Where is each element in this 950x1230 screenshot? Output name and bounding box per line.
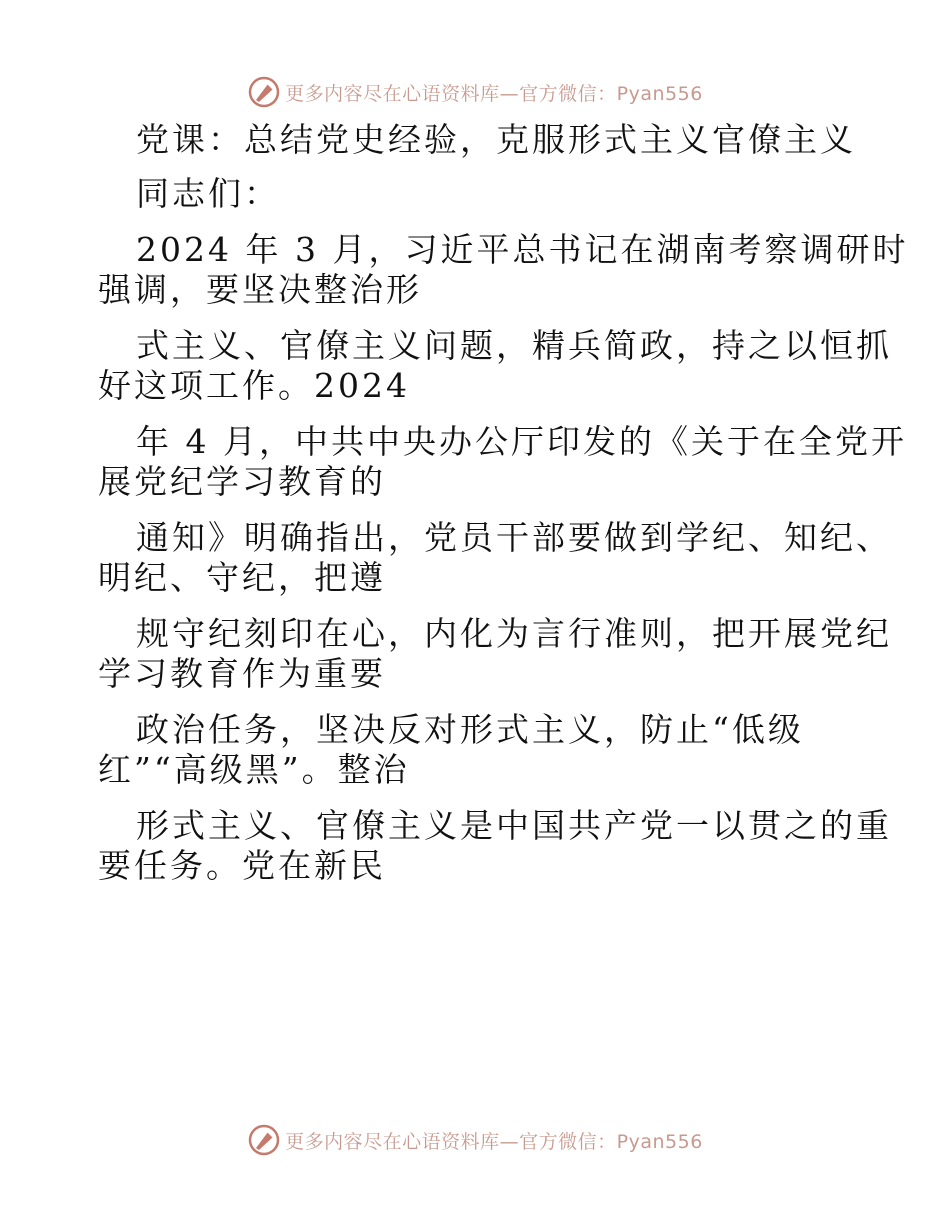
paragraph-line: 要任务。党在新民: [98, 846, 386, 885]
paragraph-line: 形式主义、官僚主义是中国共产党一以贯之的重: [136, 806, 892, 845]
footer-watermark: [0, 1120, 950, 1160]
paragraph-line: 红”“高级黑”。整治: [98, 750, 410, 789]
pen-nib-logo-icon: [247, 1123, 281, 1157]
paragraph-line: 政治任务，坚决反对形式主义，防止“低级: [136, 710, 804, 749]
paragraph-line: 强调，要坚决整治形: [98, 270, 422, 309]
paragraph-line: 规守纪刻印在心，内化为言行准则，把开展党纪: [136, 614, 892, 653]
watermark-text: 更多内容尽在心语资料库—官方微信：Pyan556: [285, 1130, 703, 1153]
paragraph-line: 学习教育作为重要: [98, 654, 386, 693]
document-page: [98, 120, 909, 886]
header-watermark: [0, 72, 950, 112]
document-title: 党课：总结党史经验，克服形式主义官僚主义: [136, 120, 856, 159]
salutation: 同志们：: [136, 174, 280, 213]
watermark-text: 更多内容尽在心语资料库—官方微信：Pyan556: [285, 82, 703, 105]
paragraph-line: 通知》明确指出，党员干部要做到学纪、知纪、: [136, 518, 892, 557]
paragraph-line: 好这项工作。2024: [98, 366, 410, 405]
paragraph-line: 年 4 月，中共中央办公厅印发的《关于在全党开: [136, 422, 907, 461]
paragraph-line: 2024 年 3 月，习近平总书记在湖南考察调研时: [136, 230, 909, 269]
paragraph-line: 明纪、守纪，把遵: [98, 558, 386, 597]
paragraph-line: 展党纪学习教育的: [98, 462, 386, 501]
pen-nib-logo-icon: [247, 75, 281, 109]
paragraph-line: 式主义、官僚主义问题，精兵简政，持之以恒抓: [136, 326, 892, 365]
